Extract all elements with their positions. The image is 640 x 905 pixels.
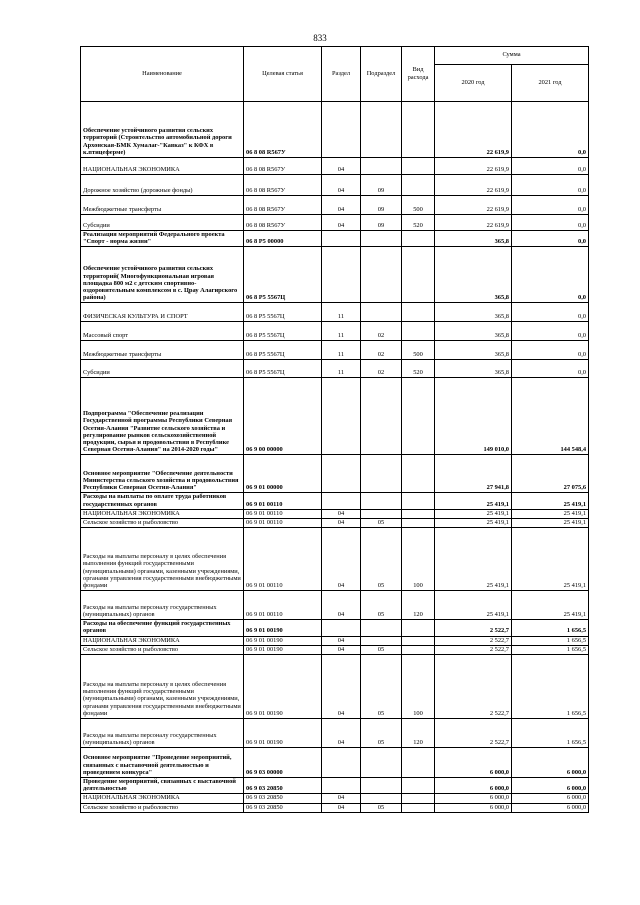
table-row [81,247,589,303]
table-row [81,778,589,794]
row-target-code-cell: 06 9 01 00110 [244,528,322,591]
row-amount-2020-cell: 2 522,7 [435,636,512,645]
row-target-code-cell: 06 9 01 00190 [244,620,322,636]
row-expense-type-cell: 500 [402,341,435,360]
row-expense-type-cell [402,493,435,509]
row-amount-2020-cell: 6 000,0 [435,778,512,794]
row-target-code-cell: 06 9 03 20850 [244,803,322,812]
table-row [81,591,589,620]
table-row [81,519,589,528]
row-subsection-cell [361,794,402,803]
row-subsection-cell: 05 [361,591,402,620]
row-amount-2021-cell: 144 548,4 [512,378,589,455]
row-amount-2021-cell: 6 000,0 [512,794,589,803]
row-expense-type-cell [402,803,435,812]
row-expense-type-cell [402,778,435,794]
row-expense-type-cell [402,247,435,303]
row-name-cell: Реализация мероприятий Федерального проекта "Спорт - норма жизни" [81,231,244,247]
row-amount-2021-cell: 25 419,1 [512,591,589,620]
row-amount-2021-cell: 0,0 [512,215,589,231]
row-amount-2021-cell: 25 419,1 [512,519,589,528]
row-target-code-cell: 06 8 08 R567У [244,175,322,196]
row-subsection-cell: 05 [361,528,402,591]
row-amount-2020-cell: 2 522,7 [435,655,512,719]
row-subsection-cell: 09 [361,215,402,231]
table-row [81,655,589,719]
row-section-cell: 04 [322,719,361,748]
row-expense-type-cell [402,519,435,528]
row-subsection-cell [361,620,402,636]
row-amount-2021-cell: 1 656,5 [512,645,589,654]
table-row [81,719,589,748]
table-row [81,378,589,455]
row-name-cell: Массовый спорт [81,322,244,341]
row-subsection-cell: 09 [361,196,402,215]
row-expense-type-cell: 100 [402,528,435,591]
row-expense-type-cell: 520 [402,215,435,231]
row-subsection-cell: 09 [361,175,402,196]
row-subsection-cell: 02 [361,360,402,378]
row-section-cell: 04 [322,528,361,591]
row-expense-type-cell [402,175,435,196]
row-subsection-cell [361,636,402,645]
row-expense-type-cell [402,620,435,636]
row-target-code-cell: 06 9 01 00190 [244,719,322,748]
row-subsection-cell [361,378,402,455]
row-section-cell: 04 [322,636,361,645]
row-amount-2021-cell: 27 075,6 [512,455,589,493]
row-section-cell: 04 [322,509,361,518]
row-name-cell: Проведение мероприятий, связанных с выставочной деятельностью [81,778,244,794]
row-section-cell [322,378,361,455]
row-amount-2020-cell: 365,8 [435,360,512,378]
row-amount-2020-cell: 365,8 [435,303,512,322]
row-name-cell: НАЦИОНАЛЬНАЯ ЭКОНОМИКА [81,794,244,803]
row-target-code-cell: 06 8 P5 5567Ц [244,303,322,322]
row-target-code-cell: 06 9 03 20850 [244,794,322,803]
row-name-cell: НАЦИОНАЛЬНАЯ ЭКОНОМИКА [81,636,244,645]
table-row [81,175,589,196]
header-subsection: Подраздел [361,47,402,102]
table-row [81,215,589,231]
row-section-cell [322,493,361,509]
table-body [81,102,589,813]
row-amount-2021-cell: 1 656,5 [512,655,589,719]
row-section-cell: 04 [322,519,361,528]
row-expense-type-cell [402,748,435,778]
row-subsection-cell: 02 [361,322,402,341]
row-subsection-cell: 05 [361,719,402,748]
table-row [81,102,589,158]
row-amount-2020-cell: 25 419,1 [435,509,512,518]
row-amount-2020-cell: 6 000,0 [435,748,512,778]
table-row [81,360,589,378]
row-target-code-cell: 06 9 03 20850 [244,778,322,794]
row-amount-2020-cell: 2 522,7 [435,719,512,748]
header-section: Раздел [322,47,361,102]
row-target-code-cell: 06 9 03 00000 [244,748,322,778]
row-subsection-cell [361,102,402,158]
row-section-cell: 04 [322,215,361,231]
row-target-code-cell: 06 8 08 R567У [244,196,322,215]
row-name-cell: Субсидии [81,360,244,378]
row-section-cell: 04 [322,591,361,620]
row-amount-2020-cell: 149 010,0 [435,378,512,455]
row-expense-type-cell: 520 [402,360,435,378]
row-expense-type-cell [402,158,435,175]
row-section-cell: 04 [322,196,361,215]
row-name-cell: Межбюджетные трансферты [81,196,244,215]
row-amount-2020-cell: 2 522,7 [435,620,512,636]
row-amount-2020-cell: 25 419,1 [435,493,512,509]
row-amount-2020-cell: 365,8 [435,341,512,360]
row-section-cell [322,102,361,158]
row-expense-type-cell: 120 [402,719,435,748]
row-target-code-cell: 06 8 08 R567У [244,158,322,175]
row-amount-2021-cell: 25 419,1 [512,509,589,518]
row-subsection-cell: 02 [361,341,402,360]
row-section-cell [322,778,361,794]
row-section-cell: 11 [322,303,361,322]
row-section-cell: 04 [322,175,361,196]
row-section-cell: 04 [322,803,361,812]
table-row [81,493,589,509]
row-target-code-cell: 06 9 01 00190 [244,645,322,654]
row-amount-2020-cell: 22 619,9 [435,102,512,158]
row-name-cell: Основное мероприятие "Обеспечение деятельности Министерства сельского хозяйства и продовольствия Республики Северная Осетия-Алания" [81,455,244,493]
budget-table [80,46,589,813]
row-amount-2020-cell: 6 000,0 [435,803,512,812]
row-amount-2021-cell: 0,0 [512,158,589,175]
row-target-code-cell: 06 8 P5 5567Ц [244,360,322,378]
row-target-code-cell: 06 9 01 00110 [244,591,322,620]
row-subsection-cell [361,748,402,778]
table-header [81,47,589,102]
row-name-cell: Сельское хозяйство и рыболовство [81,803,244,812]
row-expense-type-cell: 100 [402,655,435,719]
table-row [81,509,589,518]
row-amount-2020-cell: 365,8 [435,322,512,341]
table-row [81,803,589,812]
row-amount-2020-cell: 6 000,0 [435,794,512,803]
table-row [81,528,589,591]
row-expense-type-cell [402,455,435,493]
table-row [81,303,589,322]
row-subsection-cell [361,778,402,794]
row-section-cell: 04 [322,645,361,654]
table-row [81,645,589,654]
row-name-cell: НАЦИОНАЛЬНАЯ ЭКОНОМИКА [81,158,244,175]
row-amount-2021-cell: 1 656,5 [512,719,589,748]
table-row [81,794,589,803]
row-target-code-cell: 06 9 01 00190 [244,636,322,645]
row-expense-type-cell [402,231,435,247]
header-expense-type: Вид расхода [402,47,435,102]
row-amount-2020-cell: 22 619,9 [435,196,512,215]
row-subsection-cell: 05 [361,645,402,654]
row-section-cell [322,748,361,778]
row-target-code-cell: 06 8 P5 5567Ц [244,247,322,303]
row-amount-2020-cell: 2 522,7 [435,645,512,654]
row-target-code-cell: 06 9 01 00190 [244,655,322,719]
row-amount-2021-cell: 0,0 [512,247,589,303]
row-subsection-cell: 05 [361,803,402,812]
row-amount-2020-cell: 25 419,1 [435,519,512,528]
table-row [81,341,589,360]
table-row [81,748,589,778]
row-name-cell: Обеспечение устойчивого развития сельских территорий( Многофункциональная игровая площадка 800 м2 с детским спортивно-оздоровительным комплексом в с. Црау Алагирского района) [81,247,244,303]
row-amount-2021-cell: 0,0 [512,175,589,196]
row-subsection-cell: 05 [361,655,402,719]
table-row [81,620,589,636]
row-amount-2021-cell: 25 419,1 [512,493,589,509]
row-amount-2020-cell: 27 941,8 [435,455,512,493]
row-name-cell: Расходы на выплаты персоналу в целях обеспечения выполнения функций государственными (муниципальными) органами, казенными учреждениями, органами управления государственными внебюджетными фондами [81,655,244,719]
row-amount-2021-cell: 6 000,0 [512,803,589,812]
row-target-code-cell: 06 9 01 00110 [244,519,322,528]
row-expense-type-cell [402,509,435,518]
row-name-cell: Расходы на выплаты по оплате труда работников государственных органов [81,493,244,509]
row-target-code-cell: 06 8 P5 00000 [244,231,322,247]
row-name-cell: Сельское хозяйство и рыболовство [81,645,244,654]
row-expense-type-cell [402,102,435,158]
row-section-cell: 04 [322,655,361,719]
header-sum: Сумма [435,47,589,65]
row-target-code-cell: 06 9 01 00000 [244,455,322,493]
row-amount-2021-cell: 6 000,0 [512,778,589,794]
row-amount-2021-cell: 1 656,5 [512,636,589,645]
row-target-code-cell: 06 8 P5 5567Ц [244,322,322,341]
row-name-cell: Сельское хозяйство и рыболовство [81,519,244,528]
row-section-cell [322,247,361,303]
row-amount-2020-cell: 25 419,1 [435,528,512,591]
row-target-code-cell: 06 8 08 R567У [244,215,322,231]
row-subsection-cell: 05 [361,519,402,528]
header-name: Наименование [81,47,244,102]
row-name-cell: Расходы на выплаты персоналу государственных (муниципальных) органов [81,591,244,620]
row-section-cell [322,231,361,247]
row-subsection-cell [361,158,402,175]
row-amount-2020-cell: 22 619,9 [435,175,512,196]
row-name-cell: Обеспечение устойчивого развития сельских территорий (Строительство автомобильной дороги Архонская-БМК Хумалаг-"Кавказ" к КФХ в к.птицеферме) [81,102,244,158]
row-section-cell: 11 [322,341,361,360]
table-row [81,636,589,645]
row-target-code-cell: 06 8 P5 5567Ц [244,341,322,360]
row-section-cell: 04 [322,794,361,803]
row-name-cell: Межбюджетные трансферты [81,341,244,360]
row-section-cell: 11 [322,360,361,378]
table-row [81,322,589,341]
row-section-cell [322,620,361,636]
row-name-cell: Основное мероприятие "Проведение мероприятий, связанных с выставочной деятельностью и проведением конкурса" [81,748,244,778]
row-amount-2021-cell: 0,0 [512,360,589,378]
row-amount-2021-cell: 0,0 [512,231,589,247]
table-row [81,231,589,247]
row-amount-2021-cell: 1 656,5 [512,620,589,636]
row-target-code-cell: 06 9 00 00000 [244,378,322,455]
row-expense-type-cell [402,303,435,322]
row-name-cell: ФИЗИЧЕСКАЯ КУЛЬТУРА И СПОРТ [81,303,244,322]
row-amount-2020-cell: 365,8 [435,231,512,247]
row-subsection-cell [361,455,402,493]
row-amount-2021-cell: 0,0 [512,196,589,215]
row-name-cell: НАЦИОНАЛЬНАЯ ЭКОНОМИКА [81,509,244,518]
row-section-cell: 11 [322,322,361,341]
row-target-code-cell: 06 9 01 00110 [244,493,322,509]
row-subsection-cell [361,493,402,509]
table-row [81,455,589,493]
row-expense-type-cell [402,378,435,455]
row-amount-2021-cell: 0,0 [512,322,589,341]
row-name-cell: Дорожное хозяйство (дорожные фонды) [81,175,244,196]
row-name-cell: Расходы на выплаты персоналу государственных (муниципальных) органов [81,719,244,748]
row-amount-2020-cell: 365,8 [435,247,512,303]
row-target-code-cell: 06 9 01 00110 [244,509,322,518]
row-expense-type-cell [402,645,435,654]
row-expense-type-cell [402,636,435,645]
row-expense-type-cell: 120 [402,591,435,620]
table-row [81,196,589,215]
row-name-cell: Расходы на обеспечение функций государственных органов [81,620,244,636]
row-amount-2020-cell: 25 419,1 [435,591,512,620]
row-subsection-cell [361,509,402,518]
row-amount-2020-cell: 22 619,9 [435,158,512,175]
row-section-cell: 04 [322,158,361,175]
row-expense-type-cell: 500 [402,196,435,215]
header-year-2020: 2020 год [435,65,512,102]
page-number: 833 [313,33,327,43]
row-amount-2021-cell: 6 000,0 [512,748,589,778]
row-expense-type-cell [402,322,435,341]
header-target-article: Целевая статья [244,47,322,102]
row-amount-2020-cell: 22 619,9 [435,215,512,231]
row-name-cell: Подпрограмма "Обеспечение реализации Государственной программы Республики Северная Осетия-Алания "Развитие сельского хозяйства и регулирование рынков сельскохозяйственной продукции, сырья и продовольствия в Республике Северная Осетия-Алания" на 2014-2020 годы" [81,378,244,455]
table-row [81,158,589,175]
row-expense-type-cell [402,794,435,803]
header-year-2021: 2021 год [512,65,589,102]
row-name-cell: Расходы на выплаты персоналу в целях обеспечения выполнения функций государственными (муниципальными) органами, казенными учреждениями, органами управления государственными внебюджетными фондами [81,528,244,591]
row-subsection-cell [361,247,402,303]
row-subsection-cell [361,303,402,322]
row-amount-2021-cell: 0,0 [512,341,589,360]
row-name-cell: Субсидии [81,215,244,231]
row-section-cell [322,455,361,493]
row-subsection-cell [361,231,402,247]
row-amount-2021-cell: 0,0 [512,303,589,322]
row-target-code-cell: 06 8 08 R567У [244,102,322,158]
row-amount-2021-cell: 0,0 [512,102,589,158]
row-amount-2021-cell: 25 419,1 [512,528,589,591]
